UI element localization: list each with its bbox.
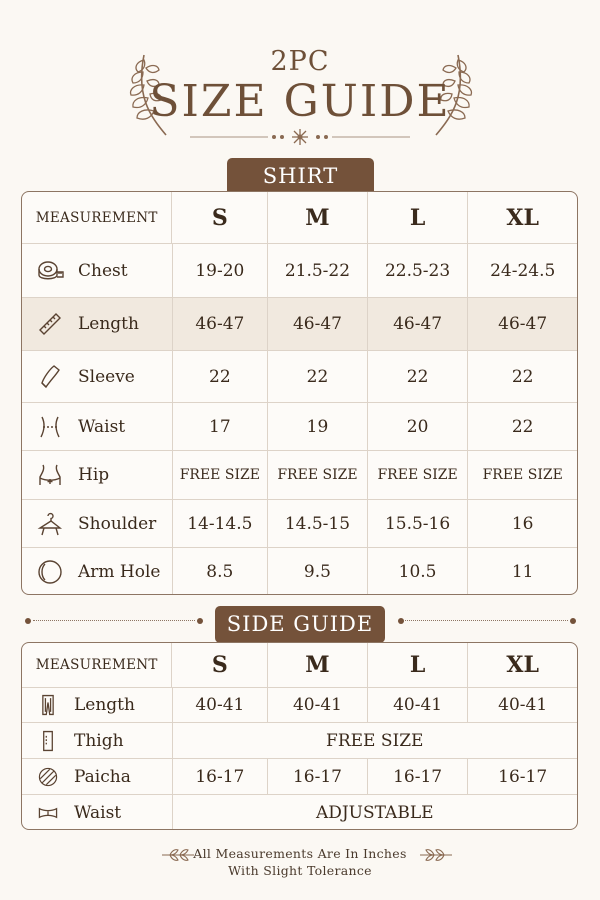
cell-l: 20 (368, 403, 469, 450)
table-row (22, 687, 577, 722)
measuring-tape-icon (36, 257, 64, 285)
column-header-s: S (172, 643, 268, 687)
cell-l: 16-17 (368, 759, 469, 794)
fabric-circle-icon (36, 765, 60, 789)
cell-l: FREE SIZE (368, 451, 469, 499)
row-label-cell (22, 795, 173, 830)
cell-xl: 11 (511, 562, 534, 582)
row-label: Waist (78, 416, 126, 437)
cell-xl: 24-24.5 (490, 260, 556, 281)
table-row (22, 450, 577, 499)
cell-m: 46-47 (268, 298, 368, 350)
cell-span-value: FREE SIZE (326, 730, 424, 751)
waist-icon (36, 413, 64, 441)
cell-s: 40-41 (173, 688, 269, 722)
ornament-divider-icon (190, 127, 410, 147)
table-row (22, 297, 577, 350)
table-row (22, 722, 577, 758)
row-label: Thigh (74, 730, 124, 751)
divider-dot-right (570, 618, 576, 624)
row-label: Length (78, 314, 139, 334)
cell-s: 46-47 (173, 298, 269, 350)
cell-xl: FREE SIZE (482, 467, 563, 483)
row-label: Chest (78, 260, 128, 281)
side-size-table (21, 642, 578, 830)
table-header-row (22, 643, 577, 687)
divider-line-left (33, 620, 195, 622)
cell-m: 40-41 (268, 688, 368, 722)
table-row (22, 350, 577, 402)
cell-l: 22.5-23 (368, 244, 469, 297)
column-header-s: S (172, 192, 268, 243)
side-guide-section-label: SIDE GUIDE (215, 606, 385, 643)
cell-m: 22 (268, 351, 368, 402)
table-row (22, 758, 577, 794)
table-row (22, 243, 577, 297)
row-label-cell (22, 688, 173, 722)
cell-xl: 22 (511, 416, 534, 437)
cell-m: 16-17 (268, 759, 368, 794)
cell-l: 46-47 (368, 298, 469, 350)
cell-s: 17 (173, 403, 269, 450)
cell-l: 40-41 (368, 688, 469, 722)
footer-note-line1: All Measurements Are In Inches (193, 846, 407, 861)
cell-s: 19-20 (173, 244, 269, 297)
cell-m: 9.5 (268, 548, 368, 595)
cell-l: 15.5-16 (368, 500, 469, 547)
armhole-icon (36, 558, 64, 586)
cell-m: 21.5-22 (268, 244, 368, 297)
footer-note-line2: With Slight Tolerance (228, 863, 372, 878)
column-header-xl: XL (506, 652, 539, 678)
cell-s: FREE SIZE (173, 451, 269, 499)
table-row (22, 547, 577, 595)
row-label: Waist (74, 803, 122, 823)
cell-m: 19 (268, 403, 368, 450)
shirt-section-label: SHIRT (227, 158, 374, 192)
cell-span-value: ADJUSTABLE (315, 803, 434, 823)
table-row (22, 794, 577, 830)
row-label: Paicha (74, 766, 131, 787)
thigh-icon (36, 729, 60, 753)
row-label-cell (22, 548, 173, 595)
title-top: 2PC (270, 46, 330, 77)
divider-dot-inner-right (398, 618, 404, 624)
row-label: Arm Hole (78, 562, 161, 582)
row-label-cell (22, 723, 173, 758)
row-label-cell (22, 298, 173, 350)
cell-s: 22 (173, 351, 269, 402)
cell-s: 16-17 (173, 759, 269, 794)
column-header-m: M (268, 643, 368, 687)
cell-l: 10.5 (368, 548, 469, 595)
row-label-cell (22, 403, 173, 450)
shirt-size-table (21, 191, 578, 595)
row-label: Hip (78, 465, 110, 485)
column-header-l: L (368, 192, 469, 243)
waistband-icon (36, 801, 60, 825)
cell-xl: 16-17 (498, 766, 548, 787)
row-label: Length (74, 695, 135, 715)
column-header-xl: XL (506, 204, 539, 231)
row-label-cell (22, 451, 173, 499)
table-header-row (22, 192, 577, 243)
divider-dot-inner-left (197, 618, 203, 624)
cell-s: 14-14.5 (173, 500, 269, 547)
cell-xl: 46-47 (498, 314, 548, 334)
row-label-cell (22, 351, 173, 402)
cell-s: 8.5 (173, 548, 269, 595)
column-header-measurement: MEASUREMENT (22, 643, 172, 687)
column-header-measurement: MEASUREMENT (22, 192, 172, 243)
column-header-m: M (268, 192, 368, 243)
cell-l: 22 (368, 351, 469, 402)
trouser-length-icon (36, 693, 60, 717)
cell-xl: 40-41 (498, 695, 548, 715)
cell-m: FREE SIZE (268, 451, 368, 499)
sleeve-icon (36, 363, 64, 391)
row-label-cell (22, 759, 173, 794)
table-row (22, 402, 577, 450)
cell-xl: 22 (511, 366, 534, 387)
divider-dot-left (25, 618, 31, 624)
header (0, 0, 600, 160)
row-label: Sleeve (78, 366, 135, 387)
row-label: Shoulder (78, 513, 157, 534)
row-label-cell (22, 500, 173, 547)
hanger-icon (36, 510, 64, 538)
divider-line-right (405, 620, 568, 622)
ruler-icon (36, 310, 64, 338)
hip-icon (36, 461, 64, 489)
row-label-cell (22, 244, 173, 297)
table-row (22, 499, 577, 547)
cell-m: 14.5-15 (268, 500, 368, 547)
page-title: SIZE GUIDE (149, 76, 451, 127)
cell-xl: 16 (511, 513, 534, 534)
column-header-l: L (368, 643, 469, 687)
